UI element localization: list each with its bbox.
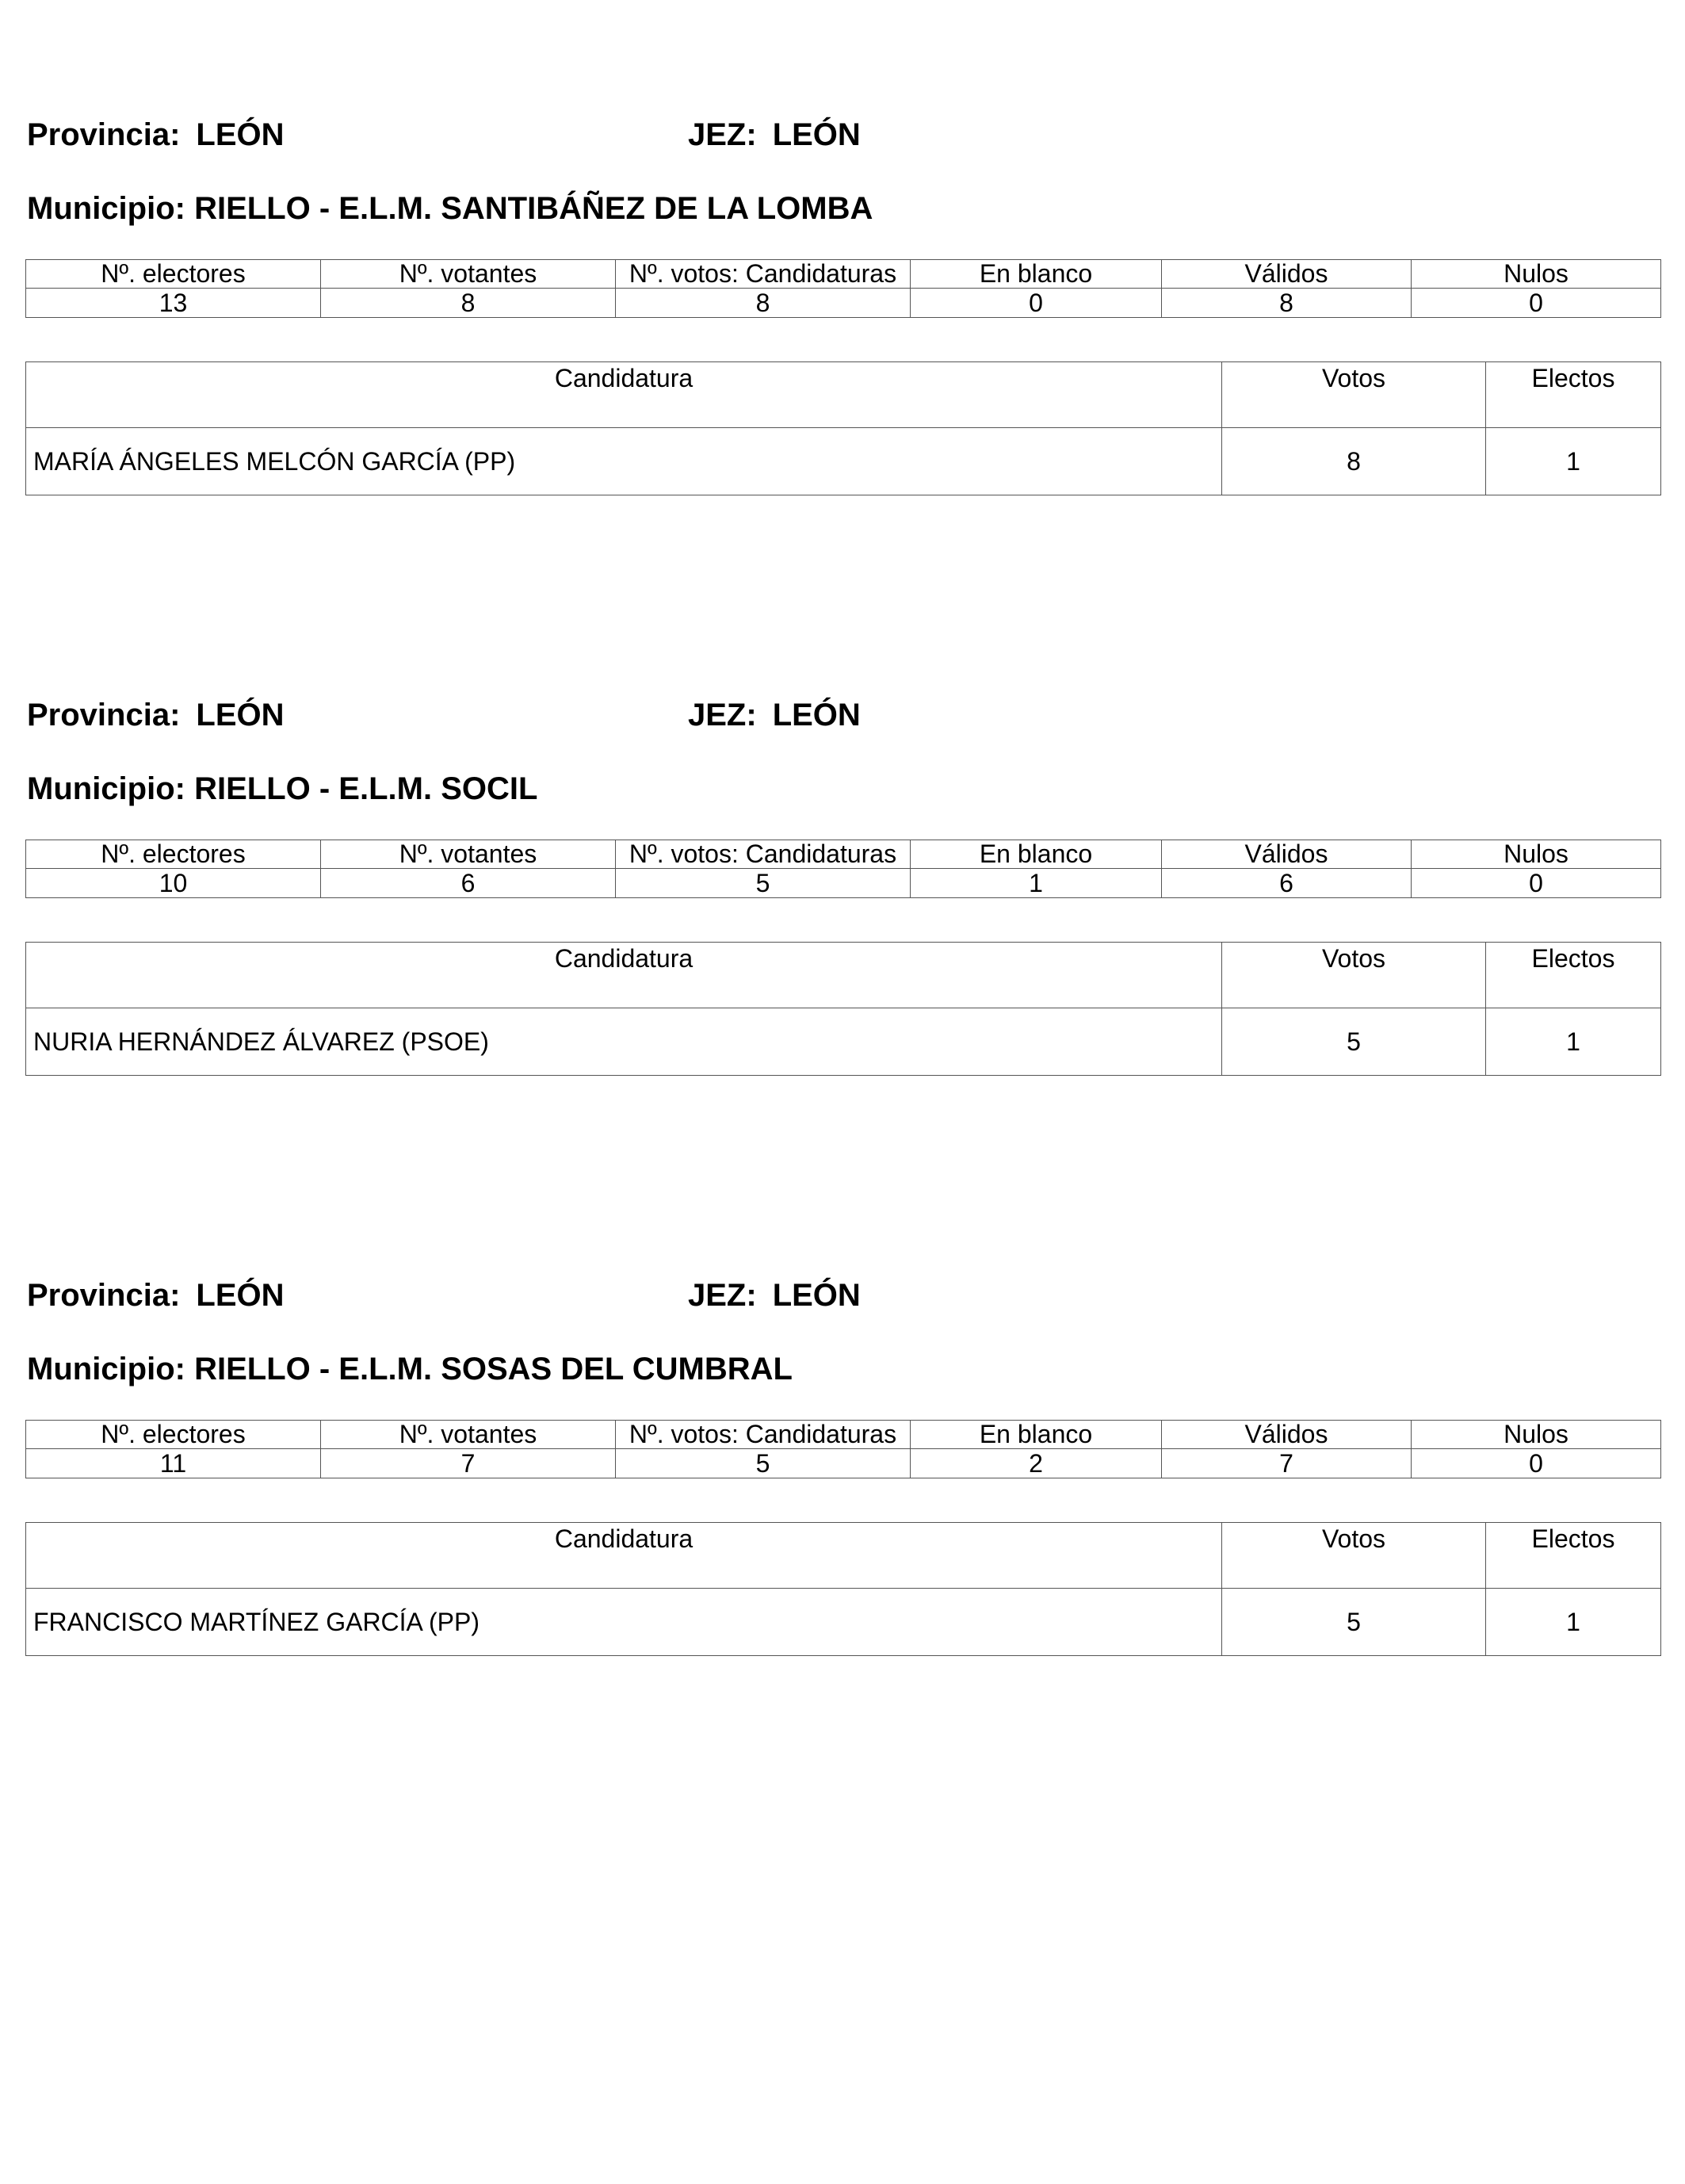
stats-value-row bbox=[26, 1449, 1661, 1478]
value-votantes: 7 bbox=[321, 1449, 616, 1478]
table-row bbox=[26, 1589, 1661, 1656]
value-nulos: 0 bbox=[1412, 289, 1661, 318]
header-votos-candidaturas: Nº. votos: Candidaturas bbox=[616, 840, 911, 869]
candidato-electos: 1 bbox=[1486, 1008, 1661, 1076]
candidato-name: FRANCISCO MARTÍNEZ GARCÍA (PP) bbox=[26, 1589, 1222, 1656]
table-row bbox=[26, 1008, 1661, 1076]
provincia-value: LEÓN bbox=[196, 698, 285, 732]
candidato-name: NURIA HERNÁNDEZ ÁLVAREZ (PSOE) bbox=[26, 1008, 1222, 1076]
jez-label: JEZ: bbox=[688, 117, 757, 152]
stats-value-row bbox=[26, 869, 1661, 898]
table-row bbox=[26, 428, 1661, 495]
header-en-blanco: En blanco bbox=[911, 1421, 1162, 1449]
provincia-label: Provincia: bbox=[27, 698, 181, 732]
stats-table bbox=[25, 840, 1661, 898]
candidato-votos: 8 bbox=[1222, 428, 1486, 495]
provincia-line bbox=[27, 699, 285, 731]
header-candidatura: Candidatura bbox=[26, 362, 1222, 428]
candidatura-table bbox=[25, 1522, 1661, 1656]
provincia-label: Provincia: bbox=[27, 117, 181, 152]
value-electores: 10 bbox=[26, 869, 321, 898]
jez-label: JEZ: bbox=[688, 698, 757, 732]
header-electos: Electos bbox=[1486, 362, 1661, 428]
candidatura-header-row bbox=[26, 943, 1661, 1008]
municipio-value: RIELLO - E.L.M. SOSAS DEL CUMBRAL bbox=[194, 1352, 793, 1387]
municipio-label: Municipio: bbox=[27, 191, 185, 226]
header-votos-candidaturas: Nº. votos: Candidaturas bbox=[616, 260, 911, 289]
municipio-label: Municipio: bbox=[27, 771, 185, 806]
provincia-value: LEÓN bbox=[196, 117, 285, 152]
municipio-line bbox=[27, 1353, 793, 1385]
candidatura-header-row bbox=[26, 1523, 1661, 1589]
municipio-value: RIELLO - E.L.M. SOCIL bbox=[194, 771, 538, 806]
value-votantes: 6 bbox=[321, 869, 616, 898]
jez-line bbox=[688, 699, 861, 731]
header-votantes: Nº. votantes bbox=[321, 260, 616, 289]
value-votos-candidaturas: 5 bbox=[616, 869, 911, 898]
header-en-blanco: En blanco bbox=[911, 840, 1162, 869]
value-en-blanco: 1 bbox=[911, 869, 1162, 898]
header-electores: Nº. electores bbox=[26, 1421, 321, 1449]
candidato-votos: 5 bbox=[1222, 1008, 1486, 1076]
header-en-blanco: En blanco bbox=[911, 260, 1162, 289]
provincia-line bbox=[27, 119, 285, 151]
municipio-line bbox=[27, 773, 537, 805]
stats-table bbox=[25, 259, 1661, 318]
value-nulos: 0 bbox=[1412, 1449, 1661, 1478]
value-votantes: 8 bbox=[321, 289, 616, 318]
value-electores: 11 bbox=[26, 1449, 321, 1478]
provincia-label: Provincia: bbox=[27, 1278, 181, 1313]
value-votos-candidaturas: 8 bbox=[616, 289, 911, 318]
value-en-blanco: 0 bbox=[911, 289, 1162, 318]
candidatura-table bbox=[25, 361, 1661, 495]
header-validos: Válidos bbox=[1162, 840, 1412, 869]
header-candidatura: Candidatura bbox=[26, 943, 1222, 1008]
candidato-electos: 1 bbox=[1486, 1589, 1661, 1656]
jez-line bbox=[688, 119, 861, 151]
jez-value: LEÓN bbox=[772, 698, 861, 732]
header-votos: Votos bbox=[1222, 1523, 1486, 1589]
header-validos: Válidos bbox=[1162, 1421, 1412, 1449]
candidato-name: MARÍA ÁNGELES MELCÓN GARCÍA (PP) bbox=[26, 428, 1222, 495]
header-votantes: Nº. votantes bbox=[321, 1421, 616, 1449]
header-candidatura: Candidatura bbox=[26, 1523, 1222, 1589]
stats-header-row bbox=[26, 1421, 1661, 1449]
jez-line bbox=[688, 1279, 861, 1311]
value-electores: 13 bbox=[26, 289, 321, 318]
candidato-votos: 5 bbox=[1222, 1589, 1486, 1656]
candidatura-table bbox=[25, 942, 1661, 1076]
municipio-value: RIELLO - E.L.M. SANTIBÁÑEZ DE LA LOMBA bbox=[194, 191, 873, 226]
stats-value-row bbox=[26, 289, 1661, 318]
value-votos-candidaturas: 5 bbox=[616, 1449, 911, 1478]
header-nulos: Nulos bbox=[1412, 260, 1661, 289]
candidato-electos: 1 bbox=[1486, 428, 1661, 495]
municipio-line bbox=[27, 193, 873, 224]
municipio-label: Municipio: bbox=[27, 1352, 185, 1387]
header-nulos: Nulos bbox=[1412, 1421, 1661, 1449]
value-nulos: 0 bbox=[1412, 869, 1661, 898]
value-validos: 6 bbox=[1162, 869, 1412, 898]
header-votos: Votos bbox=[1222, 943, 1486, 1008]
jez-value: LEÓN bbox=[772, 1278, 861, 1313]
jez-value: LEÓN bbox=[772, 117, 861, 152]
stats-header-row bbox=[26, 260, 1661, 289]
header-votantes: Nº. votantes bbox=[321, 840, 616, 869]
header-votos-candidaturas: Nº. votos: Candidaturas bbox=[616, 1421, 911, 1449]
jez-label: JEZ: bbox=[688, 1278, 757, 1313]
header-votos: Votos bbox=[1222, 362, 1486, 428]
header-electores: Nº. electores bbox=[26, 840, 321, 869]
value-validos: 7 bbox=[1162, 1449, 1412, 1478]
header-electores: Nº. electores bbox=[26, 260, 321, 289]
provincia-value: LEÓN bbox=[196, 1278, 285, 1313]
header-electos: Electos bbox=[1486, 943, 1661, 1008]
header-nulos: Nulos bbox=[1412, 840, 1661, 869]
candidatura-header-row bbox=[26, 362, 1661, 428]
stats-table bbox=[25, 1420, 1661, 1478]
header-validos: Válidos bbox=[1162, 260, 1412, 289]
header-electos: Electos bbox=[1486, 1523, 1661, 1589]
value-validos: 8 bbox=[1162, 289, 1412, 318]
stats-header-row bbox=[26, 840, 1661, 869]
provincia-line bbox=[27, 1279, 285, 1311]
value-en-blanco: 2 bbox=[911, 1449, 1162, 1478]
